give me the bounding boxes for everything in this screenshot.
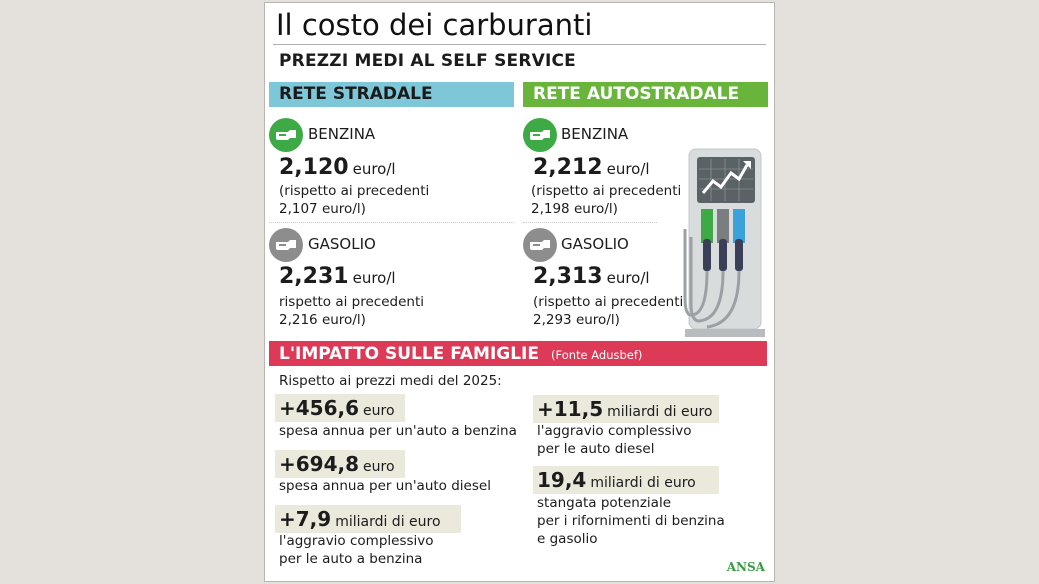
stat-description: per le auto diesel	[537, 441, 655, 457]
street-benzina-price-value: 2,120	[279, 155, 349, 180]
stat-description: l'aggravio complessivo	[279, 533, 434, 549]
stat-description: stangata potenziale	[537, 495, 672, 511]
stat-description: per le auto a benzina	[279, 551, 423, 567]
highway-gasolio-label: GASOLIO	[561, 235, 629, 253]
ansa-logo: ANSA	[726, 560, 765, 574]
street-gasolio-price-value: 2,231	[279, 264, 349, 289]
stat-highlight	[533, 395, 719, 423]
stat-value: 19,4	[537, 468, 587, 492]
stat-highlight	[275, 394, 405, 422]
infographic-card	[264, 2, 775, 582]
street-gasolio-price-unit: euro/l	[352, 269, 396, 287]
stat-unit: miliardi di euro	[335, 514, 441, 530]
street-divider	[269, 222, 514, 223]
street-benzina-price	[279, 155, 396, 180]
fuel-pump-icon	[681, 147, 765, 339]
stat-unit: miliardi di euro	[590, 475, 696, 491]
highway-gasolio-price-unit: euro/l	[606, 269, 650, 287]
stat-description: l'aggravio complessivo	[537, 423, 692, 439]
street-gasolio-price	[279, 264, 396, 289]
street-gasolio-note-1: rispetto ai precedenti	[279, 294, 424, 310]
page-subtitle: PREZZI MEDI AL SELF SERVICE	[279, 51, 576, 71]
stat-value: +694,8	[279, 452, 360, 476]
highway-benzina-price-unit: euro/l	[606, 160, 650, 178]
stat-unit: euro	[363, 459, 395, 475]
impact-intro: Rispetto ai prezzi medi del 2025:	[279, 373, 502, 389]
stat-description: e gasolio	[537, 531, 598, 547]
stat-value: +456,6	[279, 396, 360, 420]
highway-gasolio-price	[533, 264, 650, 289]
highway-benzina-price-value: 2,212	[533, 155, 603, 180]
stat-value: +7,9	[279, 507, 332, 531]
street-gasolio-note-2: 2,216 euro/l)	[279, 312, 366, 328]
stat-description: spesa annua per un'auto diesel	[279, 478, 491, 494]
title-divider	[273, 44, 766, 45]
street-benzina-price-unit: euro/l	[352, 160, 396, 178]
highway-benzina-price	[533, 155, 650, 180]
stat-highlight	[533, 466, 719, 494]
fuel-nozzle-icon	[523, 118, 557, 152]
highway-benzina-label: BENZINA	[561, 125, 629, 143]
impact-header-title: L'IMPATTO SULLE FAMIGLIE	[279, 344, 539, 364]
stat-unit: miliardi di euro	[607, 404, 713, 420]
highway-divider	[523, 222, 657, 223]
fuel-nozzle-icon	[523, 228, 557, 262]
highway-gasolio-note-1: (rispetto ai precedenti	[533, 294, 684, 310]
street-benzina-note-2: 2,107 euro/l)	[279, 201, 366, 217]
stat-description: per i rifornimenti di benzina	[537, 513, 725, 529]
stat-value: +11,5	[537, 397, 604, 421]
highway-gasolio-note-2: 2,293 euro/l)	[533, 312, 620, 328]
fuel-nozzle-icon	[269, 118, 303, 152]
impact-header	[269, 341, 767, 366]
stat-highlight	[275, 450, 405, 478]
street-network-header: RETE STRADALE	[269, 82, 514, 107]
highway-gasolio-price-value: 2,313	[533, 264, 603, 289]
stat-highlight	[275, 505, 461, 533]
stat-description: spesa annua per un'auto a benzina	[279, 423, 517, 439]
stat-unit: euro	[363, 403, 395, 419]
street-benzina-note-1: (rispetto ai precedenti	[279, 183, 430, 199]
fuel-nozzle-icon	[269, 228, 303, 262]
page-title: Il costo dei carburanti	[276, 8, 593, 42]
street-gasolio-label: GASOLIO	[308, 235, 376, 253]
impact-source: (Fonte Adusbef)	[551, 348, 643, 362]
street-benzina-label: BENZINA	[308, 125, 376, 143]
highway-network-header: RETE AUTOSTRADALE	[523, 82, 768, 107]
highway-benzina-note-2: 2,198 euro/l)	[531, 201, 618, 217]
highway-benzina-note-1: (rispetto ai precedenti	[531, 183, 682, 199]
